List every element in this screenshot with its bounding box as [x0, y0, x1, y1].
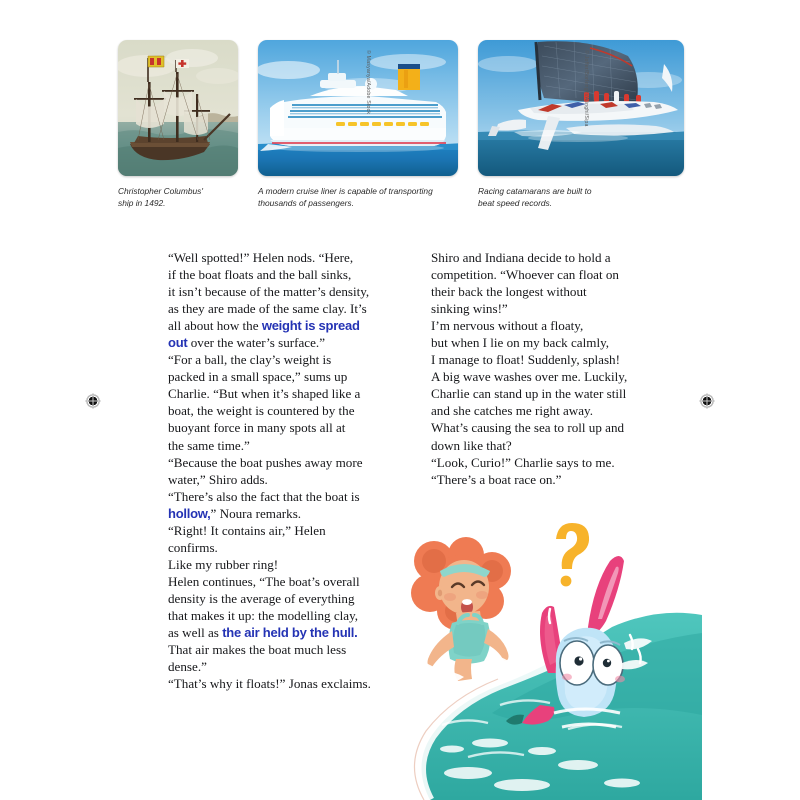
- text-run: That air makes the boat much less: [168, 642, 347, 658]
- text-line: [168, 300, 376, 317]
- text-line: [431, 471, 643, 488]
- text-run: “Right! It contains air,” Helen: [168, 522, 326, 538]
- p-jonas-floats: [168, 675, 376, 692]
- text-run: over the water’s surface.”: [187, 335, 326, 351]
- text-line: [168, 334, 376, 351]
- text-line: [168, 641, 376, 658]
- photo-strip: [118, 40, 684, 210]
- text-run: sinking wins!”: [431, 301, 508, 317]
- photo-block-columbus: [118, 40, 238, 210]
- text-line: [168, 351, 376, 368]
- text-line: [431, 283, 643, 300]
- text-run: water,” Shiro adds.: [168, 471, 268, 487]
- text-line: [168, 317, 376, 334]
- text-run: A big wave washes over me. Luckily,: [431, 369, 628, 385]
- caption-line: ship in 1492.: [118, 198, 166, 209]
- text-line: [431, 300, 643, 317]
- text-run: “That’s why it floats!” Jonas exclaims.: [168, 676, 371, 692]
- caption-line: Racing catamarans are built to: [478, 186, 592, 196]
- text-run: Charlie. “But when it’s shaped like a: [168, 386, 361, 402]
- photo-caption-cruise-liner: [258, 185, 458, 210]
- p-curio-nervous: [431, 317, 643, 453]
- text-line: [431, 351, 643, 368]
- text-run: the same time.”: [168, 437, 250, 453]
- racing-catamaran-photo: [478, 40, 684, 176]
- text-run: if the boat floats and the ball sinks,: [168, 267, 352, 283]
- text-run: confirms.: [168, 539, 218, 555]
- photo-caption-catamaran: [478, 185, 684, 210]
- photo-caption-columbus: [118, 185, 238, 210]
- text-line: [168, 471, 376, 488]
- binding-mark-left: [85, 393, 101, 409]
- text-run: “For a ball, the clay’s weight is: [168, 352, 332, 368]
- text-column-right: [431, 249, 643, 488]
- text-line: [168, 437, 376, 454]
- text-run: their back the longest without: [431, 284, 587, 300]
- beach-splash-illustration: [372, 515, 702, 800]
- text-line: [168, 488, 376, 505]
- text-line: [168, 522, 376, 539]
- text-run: that makes it up: the modelling clay,: [168, 607, 359, 623]
- text-run: packed in a small space,” sums up: [168, 369, 348, 385]
- text-run: density is the average of everything: [168, 590, 355, 606]
- caption-line: A modern cruise liner is capable of transporting: [258, 186, 433, 196]
- text-run: it isn’t because of the matter’s density,: [168, 284, 370, 300]
- text-line: [168, 419, 376, 436]
- p-noura-hollow: [168, 488, 376, 522]
- girl-character: [411, 537, 521, 687]
- text-line: [168, 249, 376, 266]
- text-run: “Well spotted!” Helen nods. “Here,: [168, 250, 354, 265]
- text-line: [168, 385, 376, 402]
- highlighted-term: the air held by the hull.: [222, 625, 358, 641]
- text-run: Like my rubber ring!: [168, 556, 279, 572]
- photo-credit-catamaran: © Joffer/Borlenghi/Alinghi/Sipa: [583, 50, 589, 127]
- text-line: [168, 283, 376, 300]
- text-run: but when I lie on my back calmly,: [431, 335, 610, 351]
- photo-block-cruise-liner: [258, 40, 458, 210]
- binding-mark-right: [699, 393, 715, 409]
- text-line: [168, 266, 376, 283]
- text-line: [168, 607, 376, 624]
- text-line: [431, 385, 643, 402]
- text-run: What’s causing the sea to roll up and: [431, 420, 625, 436]
- text-line: [431, 334, 643, 351]
- text-line: [168, 368, 376, 385]
- p-shiro-pushes-water: [168, 454, 376, 488]
- text-run: “There’s also the fact that the boat is: [168, 488, 360, 504]
- p-helen-contains-air: [168, 522, 376, 556]
- caption-line: thousands of passengers.: [258, 198, 354, 209]
- photo-credit-cruise-liner: © Masyanya/Adobe Stock: [365, 50, 371, 115]
- text-run: competition. “Whoever can float on: [431, 267, 619, 283]
- text-line: [431, 266, 643, 283]
- text-line: [168, 590, 376, 607]
- text-line: [431, 419, 643, 436]
- highlighted-term: out: [168, 335, 188, 351]
- text-run: as they are made of the same clay. It’s: [168, 301, 367, 317]
- text-line: [168, 505, 376, 522]
- text-line: [168, 675, 376, 692]
- cruise-liner-photo: [258, 40, 458, 176]
- text-run: as well as: [168, 625, 223, 641]
- text-run: “Look, Curio!” Charlie says to me.: [431, 454, 615, 470]
- text-run: Helen continues, “The boat’s overall: [168, 573, 360, 589]
- text-line: [168, 658, 376, 675]
- caption-line: beat speed records.: [478, 198, 553, 209]
- text-run: all about how the: [168, 318, 262, 334]
- text-run: dense.”: [168, 659, 207, 675]
- photo-block-catamaran: [478, 40, 684, 210]
- p-helen-well-spotted: [168, 249, 376, 351]
- p-look-curio: [431, 454, 643, 488]
- text-line: [168, 556, 376, 573]
- caption-line: Christopher Columbus': [118, 186, 203, 196]
- text-run: ” Noura remarks.: [210, 505, 302, 521]
- text-line: [168, 454, 376, 471]
- text-run: “Because the boat pushes away more: [168, 454, 363, 470]
- text-line: [168, 539, 376, 556]
- p-competition: [431, 249, 643, 317]
- highlighted-term: hollow,: [168, 505, 211, 521]
- text-run: buoyant force in many spots all at: [168, 420, 346, 436]
- text-line: [168, 624, 376, 641]
- question-mark-icon: [556, 523, 589, 586]
- text-run: Shiro and Indiana decide to hold a: [431, 250, 611, 265]
- columbus-ship-photo: [118, 40, 238, 176]
- text-line: [431, 402, 643, 419]
- text-line: [431, 249, 643, 266]
- text-line: [431, 317, 643, 334]
- text-line: [168, 402, 376, 419]
- p-helen-overall-density: [168, 573, 376, 675]
- text-run: “There’s a boat race on.”: [431, 471, 562, 487]
- text-line: [431, 368, 643, 385]
- text-line: [168, 573, 376, 590]
- text-column-left: [168, 249, 376, 692]
- text-run: down like that?: [431, 437, 512, 453]
- text-run: Charlie can stand up in the water still: [431, 386, 627, 402]
- text-line: [431, 454, 643, 471]
- text-run: and she catches me right away.: [431, 403, 594, 419]
- text-run: I manage to float! Suddenly, splash!: [431, 352, 620, 368]
- text-run: boat, the weight is countered by the: [168, 403, 355, 419]
- text-run: I’m nervous without a floaty,: [431, 318, 584, 334]
- highlighted-term: weight is spread: [261, 318, 360, 334]
- text-line: [431, 437, 643, 454]
- p-curio-rubber-ring: [168, 556, 376, 573]
- p-charlie-ball: [168, 351, 376, 453]
